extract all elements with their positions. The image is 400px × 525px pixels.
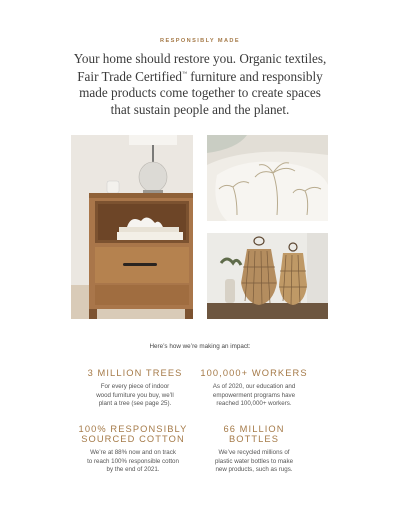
trademark-symbol: ™ [181,72,187,78]
stat-title [189,368,319,378]
stat-title-line: 66 MILLION [223,424,285,434]
pillow-photo [207,135,328,221]
stat-title [70,368,200,378]
intro-line-rest: furniture and responsibly [186,69,323,85]
stat-line: to reach 100% responsible cotton [87,457,179,465]
stat-title [68,424,198,444]
stat-line: new products, such as rugs. [215,466,293,474]
fair-trade-text: Fair Trade Certified [77,69,182,85]
stat-line: empowerment programs have [212,391,296,399]
section-eyebrow: RESPONSIBLY MADE [160,38,240,44]
stat-trees [70,368,200,409]
stat-description [189,383,319,409]
stat-title-line: 100,000+ WORKERS [200,368,308,378]
intro-paragraph [70,51,330,118]
stat-line: We’re at 88% now and on track [90,449,176,456]
stat-line: For every piece of indoor [100,383,170,390]
stat-description [70,383,200,409]
stat-cotton [68,424,198,475]
stat-description [189,449,319,475]
intro-line: made products come together to create spaces [79,85,321,101]
stat-line: by the end of 2021. [106,466,160,474]
stat-line: As of 2020, our education and [212,383,296,390]
lanterns-photo [207,233,328,319]
intro-line [70,67,330,85]
stat-title [189,424,319,444]
stat-title-line: 100% RESPONSIBLY [78,424,188,434]
stat-line: plant a tree (see page 25). [98,400,172,408]
stat-title-line: 3 MILLION TREES [87,368,183,378]
stat-workers [189,368,319,409]
stat-line: plastic water bottles to make [214,457,294,465]
stat-bottles [189,424,319,475]
stat-line: reached 100,000+ workers. [216,400,292,408]
intro-line: Your home should restore you. Organic textiles, [73,51,327,66]
stat-title-line: SOURCED COTTON [81,434,185,444]
impact-intro: Here’s how we’re making an impact: [149,343,251,350]
stat-line: We’ve recycled millions of [218,449,290,456]
nightstand-photo [71,135,193,319]
stat-title-line: BOTTLES [228,434,280,444]
intro-line: that sustain people and the planet. [110,101,290,117]
stat-line: wood furniture you buy, we’ll [96,391,174,399]
stat-description [68,449,198,475]
